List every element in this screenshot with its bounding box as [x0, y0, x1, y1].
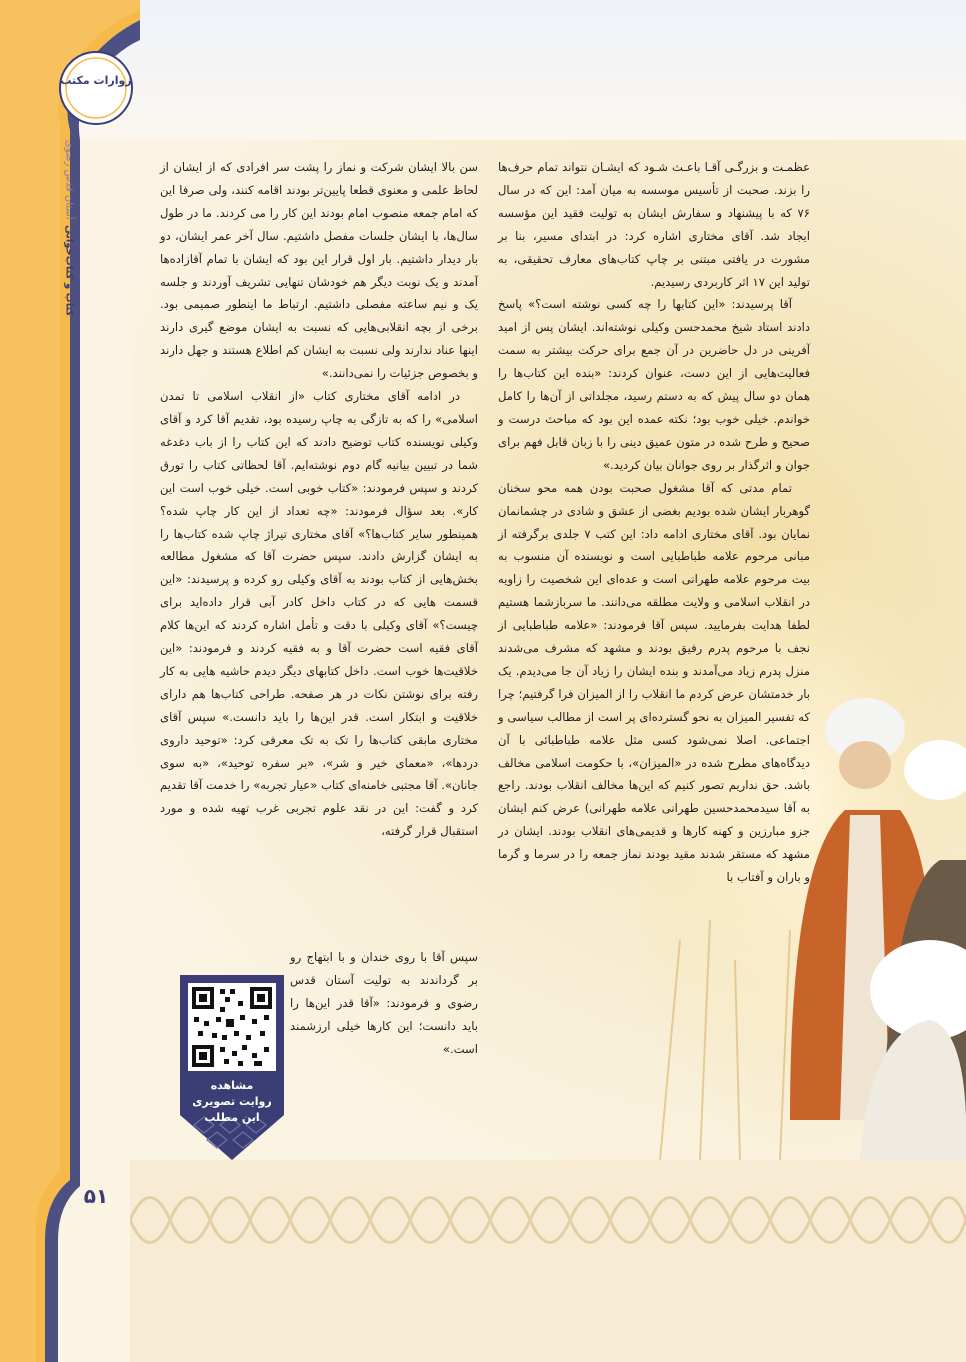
- paragraph: سن بالا ایشان شرکت و نماز را پشت سر افرادی که از ایشان از لحاظ علمی و معنوی قطعا پایین‌تر بودند اقامه کنند، ولی صرفا این که امام جمعه منصوب امام بودند این کار را می کردند. ما در طول سال‌ها، با ایشان جلسات مفصل داشتیم. سال آخر عمر ایشان، دو بار دیدار داشتیم. بار اول قرار این بود که ایشان با تمام آقازاده‌ها آمدند و یک نوبت دیگر هم خودشان تنهایی تشریف آوردند و جلسه یک و نیم ساعته مفصلی داشتیم. ارتباط ما اینطور صمیمی بود. برخی از بچه انقلابی‌هایی که نسبت به ایشان موضع گیری دارند اینها عناد ندارند ولی نسبت به ایشان کم اطلاع هستند و جهل دارند و بخصوص جزئیات را نمی‌دانند.»: [160, 160, 478, 381]
- qr-label-line: این مطلب: [204, 1111, 260, 1124]
- side-band-section: کتاب و کتاب‌خوانی: [63, 225, 75, 317]
- article-column-left-bottom: [290, 946, 478, 1061]
- side-band-publisher: آستان قدس رضوی: [63, 140, 75, 220]
- paragraph: تمام مدتی که آقا مشغول صحبت بودن همه محو سخنان گوهربار ایشان شده بودیم بغضی از عشق و شادی در چشمانمان نمایان بود. آقای مختاری ادامه داد: این کتب ۷ جلدی برگرفته از مبانی مرحوم علامه طباطبایی است و نویسنده آن منسوب به بیت مرحوم علامه طهرانی است و عده‌ای این شخصیت را زاویه در انقلاب اسلامی و ولایت مطلقه می‌دانند. ما سربازشما هستیم لطفا هدایت بفرمایید. سپس آقا فرمودند: «علامه طباطبایی از نجف با مرحوم پدرم رفیق بودند و مشهد که مشرف می‌شدند منزل پدرم زیاد می‌آمدند و بنده ایشان را زیاد آن جا می‌دیدم. یک بار خدمتشان عرض کردم ما انقلاب را از المیزان فرا گرفتیم؛ چرا که تفسیر المیزان به نحو گسترده‌ای پر است از مطالب سیاسی و اجتماعی. اصلا نمی‌شود کسی مثل علامه طباطبائی با آن دیدگاه‌های مطرح شده در «المیزان»، با حکومت اسلامی مخالف باشد. حق نداریم تصور کنیم که این‌ها مخالف انقلاب بودند. راجع به آقا سیدمحمدحسین طهرانی علامه طهرانی) عرض کنم ایشان جزو مبارزین و کهنه کارها و قدیمی‌های انقلاب بودند. ایشان در مشهد که مستقر شدند مقید بودند نماز جمعه را در سرما و گرما و باران و آفتاب با: [498, 480, 810, 885]
- qr-label-line: روایت تصویری: [192, 1095, 272, 1108]
- qr-label-line: مشاهده: [210, 1079, 254, 1092]
- article-column-left: [160, 156, 478, 843]
- sky-background: [0, 0, 966, 140]
- geometric-pattern-strip: [130, 1165, 966, 1275]
- paragraph: آقا پرسیدند: «این کتابها را چه کسی نوشته است؟» پاسخ دادند استاد شیخ محمدحسن وکیلی نوشته‌اند. ایشان پس از امید آفرینی در دل حاضرین در آن جمع برای حرکت بیشتر به سمت فعالیت‌هایی از این دست، عنوان کردند: «بنده این کتاب‌ها را همان دو سال پیش که به دستم رسید، مجلداتی از آن‌ها را کامل خواندم. خیلی خوب بود؛ نکته عمده این بود که مباحث درست و صحیح و طرح شده در متون عمیق دینی را با زبان قابل فهم برای جوان و اثرگذار بر روی جوانان بیان کردید.»: [498, 297, 810, 472]
- paragraph: در ادامه آقای مختاری کتاب «از انقلاب اسلامی تا تمدن اسلامی» را که به تازگی به چاپ رسیده بود، تقدیم آقا کرد و آقای وکیلی نویسنده کتاب توضیح دادند که این کتاب را از باب دغدغه شما در تبیین بیانیه گام دوم نوشته‌ایم. آقا لحظاتی کتاب را تورق کردند و سپس فرمودند: «کتاب خوبی است. خیلی خوب است این کار». بعد سؤال فرمودند: «چه تعداد از این کار چاپ شده؟ همینطور سایر کتاب‌ها؟» آقای مختاری تیراژ چاپ شده کتاب‌ها را به ایشان گزارش دادند. سپس حضرت آقا که مشغول مطالعه بخش‌هایی از کتاب بودند به آقای وکیلی رو کرده و پرسیدند: «این قسمت هایی که در کتاب داخل کادر آبی قرار داده‌اید برای چیست؟» آقای وکیلی با دقت و تأمل اشاره کردند که این‌ها کلام آقای فقیه است حضرت آقا و به فقیه کردند و فرمودند: «این خلاقیت‌ها خوب است. داخل کتابهای دیگر دیدم حاشیه هایی به کار رفته برای نوشتن نکات در هر صفحه. طراحی کتاب‌ها هم دارای خلاقیت و ابتکار است. قدر این‌ها را باید دانست.» سپس آقای مختاری مابقی کتاب‌ها را تک به تک معرفی کرد: «توحید داروی دردها»، «معمای خیر و شر»، «بر سفره توحید»، «به سوی جانان». آقا مجتبی خامنه‌ای کتاب «عیار تجربه» را خدمت آقا تقدیم کرد و گفت: این در نقد علوم تجربی غرب تهیه شده و مورد استقبال قرار گرفته،: [160, 389, 478, 839]
- qr-code-icon[interactable]: [180, 975, 284, 1160]
- article-column-right: [498, 156, 810, 889]
- side-band: [56, 140, 82, 320]
- qr-label: [180, 1078, 284, 1126]
- logo-text: زوارات مکتب: [60, 74, 132, 87]
- paragraph: عظمـت و بزرگـی آقـا باعـث شـود که ایشـان نتواند تمام حرف‌ها را بزند. صحبت از تأسیس موسسه به میان آمد: این که در سال ۷۶ که با پیشنهاد و سفارش ایشان به تولیت فقید این مؤسسه ایجاد شد. آقای مختاری اشاره کرد: در ابتدای مسیر، بنا بر مشورت در یافتی مبتنی بر چاپ کتاب‌های معارف تحقیقی، به تولید این ۱۷ اثر کاربردی رسیدیم.: [498, 160, 810, 289]
- magazine-logo: [56, 48, 136, 128]
- paragraph: سپس آقا با روی خندان و با ابتهاج رو بر گرداندند به تولیت آستان قدس رضوی و فرمودند: «آقا قدر این‌ها را باید دانست؛ این کارها خیلی ارزشمند است.»: [290, 950, 478, 1056]
- page-number: ۵۱: [83, 1184, 109, 1208]
